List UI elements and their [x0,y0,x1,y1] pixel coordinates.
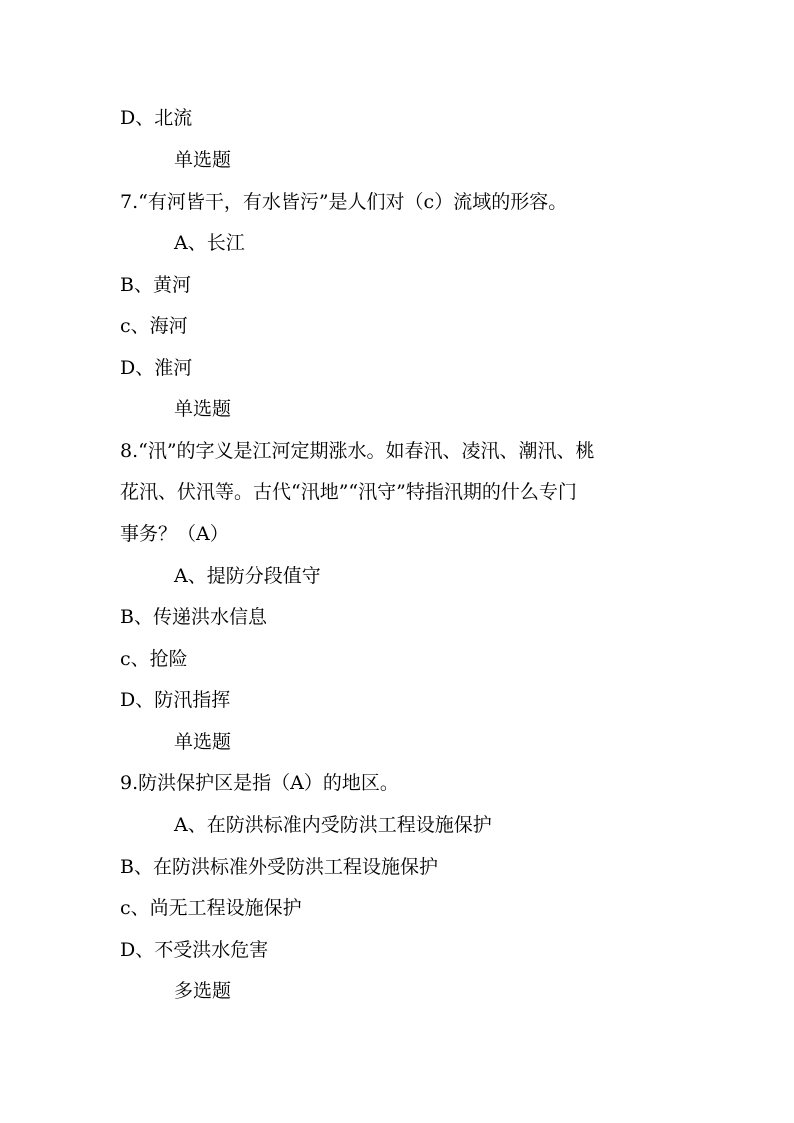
q8-option-d: D、防汛指挥 [120,689,231,711]
question-type-label: 多选题 [174,980,232,1002]
q7-option-a: A、长江 [174,232,245,254]
option-d-prev: D、北流 [120,107,193,129]
q8-option-a: A、提防分段值守 [174,565,321,587]
question-8-line-3: 事务？（A） [120,523,229,545]
q7-option-d: D、淮河 [120,357,193,379]
q9-option-b: B、在防洪标准外受防洪工程设施保护 [120,856,438,878]
question-type-label: 单选题 [174,149,232,171]
question-7: 7.“有河皆干，有水皆污”是人们对（c）流域的形容。 [120,191,568,213]
q7-option-b: B、黄河 [120,274,191,296]
question-type-label: 单选题 [174,398,232,420]
question-9: 9.防洪保护区是指（A）的地区。 [120,772,399,794]
question-8-line-1: 8.“汛”的字义是江河定期涨水。如春汛、凌汛、潮汛、桃 [120,440,595,462]
q9-option-a: A、在防洪标准内受防洪工程设施保护 [174,814,492,836]
question-8-line-2: 花汛、伏汛等。古代“汛地”“汛守”特指汛期的什么专门 [120,481,577,503]
q9-option-c: c、尚无工程设施保护 [120,897,302,919]
q9-option-d: D、不受洪水危害 [120,939,269,961]
q8-option-b: B、传递洪水信息 [120,606,267,628]
question-type-label: 单选题 [174,731,232,753]
q7-option-c: c、海河 [120,315,188,337]
q8-option-c: c、抢险 [120,648,188,670]
